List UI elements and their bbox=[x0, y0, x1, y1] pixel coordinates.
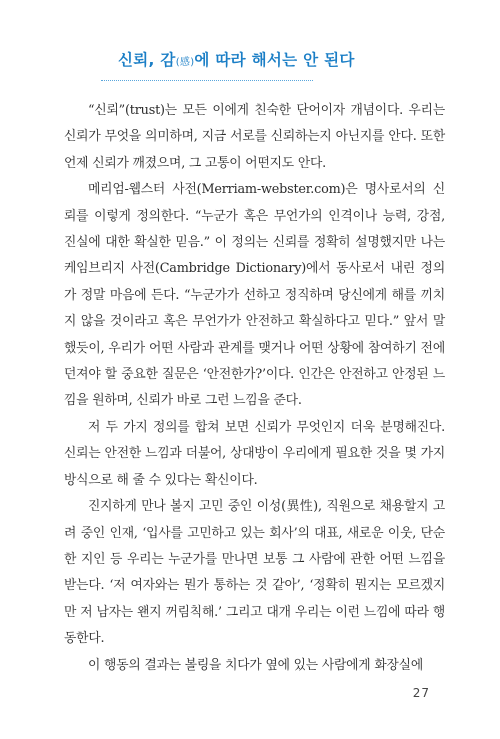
body-text bbox=[64, 98, 445, 679]
heading-dotted-underline bbox=[101, 80, 313, 81]
paragraph-2: 메리엄-웹스터 사전(Merriam-webster.com)은 명사로서의 신뢰를 이렇게 정의한다. “누군가 혹은 무언가의 인격이나 능력, 강점, 진실에 대한 확실한 믿음.” 이 정의는 신뢰를 정확히 설명했지만 나는 케임브리지 사전(Cambridge Dictionary)에서 동사로서 내린 정의가 정말 마음에 든다. “누군가가 선하고 정직하며 당신에게 해를 끼치지 않을 것이라고 혹은 무언가가 안전하고 확실하다고 믿다.” 앞서 말했듯이, 우리가 어떤 사람과 관계를 맺거나 어떤 상황에 참여하기 전에 던져야 할 중요한 질문은 ‘안전한가?’이다. 인간은 안전하고 안정된 느낌을 원하며, 신뢰가 바로 그런 느낌을 준다. bbox=[64, 182, 445, 409]
heading-text-after: 에 따라 해서는 안 된다 bbox=[194, 51, 355, 69]
paragraph-4: 진지하게 만나 볼지 고민 중인 이성(異性), 직원으로 채용할지 고려 중인 인재, ‘입사를 고민하고 있는 회사’의 대표, 새로운 이웃, 단순한 지인 등 우리는 누군가를 만나면 보통 그 사람에 관한 어떤 느낌을 받는다. ‘저 여자와는 뭔가 통하는 것 같아’, ‘정확히 뭔지는 모르겠지만 저 남자는 왠지 꺼림칙해.’ 그리고 대개 우리는 이런 느낌에 따라 행동한다. bbox=[64, 499, 445, 647]
heading-hanja: (感) bbox=[175, 57, 195, 68]
page-number: 27 bbox=[412, 686, 430, 700]
paragraph-5: 이 행동의 결과는 볼링을 치다가 옆에 있는 사람에게 화장실에 bbox=[88, 657, 423, 673]
paragraph-1: “신뢰”(trust)는 모든 이에게 친숙한 단어이자 개념이다. 우리는 신뢰가 무엇을 의미하며, 지금 서로를 신뢰하는지 아닌지를 안다. 또한 언제 신뢰가 깨졌으며, 그 고통이 어떤지도 안다. bbox=[64, 103, 445, 171]
paragraph-3: 저 두 가지 정의를 합쳐 보면 신뢰가 무엇인지 더욱 분명해진다. 신뢰는 안전한 느낌과 더불어, 상대방이 우리에게 필요한 것을 몇 가지 방식으로 해 줄 수 있다는 확신이다. bbox=[64, 419, 445, 488]
section-heading bbox=[118, 48, 355, 70]
heading-text-before: 신뢰, 감 bbox=[118, 51, 176, 69]
